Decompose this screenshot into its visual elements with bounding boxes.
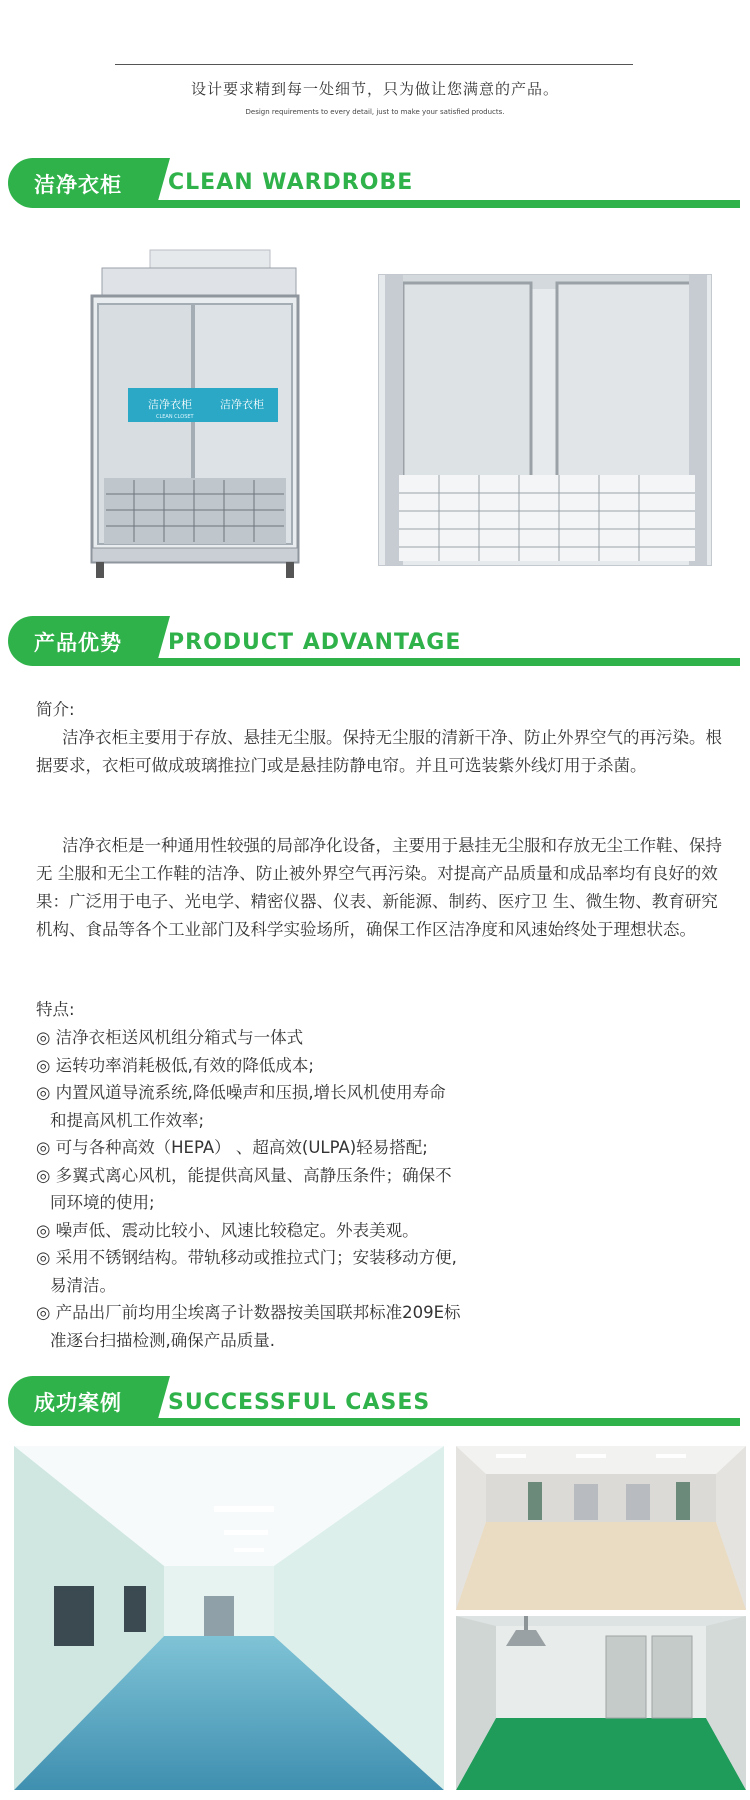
feature-item bbox=[36, 1024, 556, 1052]
feature-item bbox=[36, 1299, 556, 1354]
corridor-illustration bbox=[14, 1446, 444, 1790]
section-header-wardrobe bbox=[0, 158, 750, 218]
wardrobe-product-photo bbox=[84, 248, 314, 588]
feature-line: ◎ 洁净衣柜送风机组分箱式与一体式 bbox=[36, 1028, 304, 1047]
section-tab-label: 成功案例 bbox=[34, 1391, 122, 1415]
feature-line: ◎ 噪声低、震动比较小、风速比较稳定。外表美观。 bbox=[36, 1220, 419, 1240]
feature-line: ◎ 采用不锈钢结构。带轨移动或推拉式门；安装移动方便, bbox=[36, 1248, 457, 1267]
feature-line: ◎ 可与各种高效（HEPA） 、超高效(ULPA)轻易搭配; bbox=[36, 1138, 428, 1157]
feature-line-continued: 易清洁。 bbox=[50, 1275, 116, 1295]
feature-line: ◎ 多翼式离心风机，能提供高风量、高静压条件；确保不 bbox=[36, 1165, 452, 1185]
section-tab-label: 产品优势 bbox=[34, 631, 122, 655]
wardrobe-illustration bbox=[84, 248, 314, 588]
wardrobe-label-1: 洁净衣柜 bbox=[148, 398, 192, 411]
feature-line: ◎ 内置风道导流系统,降低噪声和压损,增长风机使用寿命 bbox=[36, 1083, 446, 1102]
section-tab bbox=[8, 1376, 156, 1426]
section-title: CLEAN WARDROBE bbox=[168, 170, 414, 195]
section-tab bbox=[8, 158, 156, 208]
feature-item bbox=[36, 1079, 556, 1134]
wardrobe-interior-illustration bbox=[379, 275, 711, 565]
section-bar bbox=[156, 1418, 740, 1426]
wardrobe-label-2: 洁净衣柜 bbox=[220, 398, 264, 411]
feature-line-continued: 和提高风机工作效率; bbox=[50, 1110, 205, 1130]
feature-item bbox=[36, 1162, 556, 1217]
feature-item bbox=[36, 1052, 556, 1080]
case-photo-room-green bbox=[456, 1616, 746, 1790]
intro-paragraph-2: 洁净衣柜是一种通用性较强的局部净化设备，主要用于悬挂无尘服和存放无尘工作鞋、保持无 尘服和无尘工作鞋的洁净、防止被外界空气再污染。对提高产品质量和成品率均有良好的效果：广泛用于电子、光电学、精密仪器、仪表、新能源、制药、医疗卫 生、微生物、教育研究机构、食品等各个工业部门及科学实验场所，确保工作区洁净度和风速始终处于理想状态。 bbox=[36, 836, 722, 939]
intro-paragraph-1: 洁净衣柜主要用于存放、悬挂无尘服。保持无尘服的清新干净、防止外界空气的再污染。根据要求，衣柜可做成玻璃推拉门或是悬挂防静电帘。并且可选装紫外线灯用于杀菌。 bbox=[36, 728, 722, 775]
feature-line: ◎ 产品出厂前均用尘埃离子计数器按美国联邦标准209E标 bbox=[36, 1303, 461, 1322]
wardrobe-label-sub: CLEAN CLOSET bbox=[156, 414, 194, 420]
feature-item bbox=[36, 1217, 556, 1245]
tagline-english: Design requirements to every detail, just to make your satisfied products. bbox=[245, 108, 505, 116]
wardrobe-interior-photo bbox=[378, 274, 712, 566]
feature-item bbox=[36, 1244, 556, 1299]
intro-heading: 简介: bbox=[36, 700, 75, 719]
top-divider bbox=[115, 64, 633, 65]
features-list bbox=[36, 1024, 556, 1354]
section-header-cases bbox=[0, 1376, 750, 1436]
tagline-chinese: 设计要求精到每一处细节，只为做让您满意的产品。 bbox=[190, 80, 559, 98]
features-heading: 特点: bbox=[36, 1000, 75, 1019]
section-bar bbox=[156, 658, 740, 666]
section-title: SUCCESSFUL CASES bbox=[168, 1390, 431, 1415]
section-tab bbox=[8, 616, 156, 666]
feature-line-continued: 同环境的使用; bbox=[50, 1193, 155, 1212]
room-beige-illustration bbox=[456, 1446, 746, 1610]
case-photo-corridor bbox=[14, 1446, 444, 1790]
case-photo-room-beige bbox=[456, 1446, 746, 1610]
section-header-advantage bbox=[0, 616, 750, 676]
feature-line: ◎ 运转功率消耗极低,有效的降低成本; bbox=[36, 1055, 314, 1075]
room-green-illustration bbox=[456, 1616, 746, 1790]
section-title: PRODUCT ADVANTAGE bbox=[168, 630, 462, 655]
section-tab-label: 洁净衣柜 bbox=[34, 173, 122, 197]
feature-item bbox=[36, 1134, 556, 1162]
section-bar bbox=[156, 200, 740, 208]
feature-line-continued: 准逐台扫描检测,确保产品质量. bbox=[50, 1330, 275, 1350]
